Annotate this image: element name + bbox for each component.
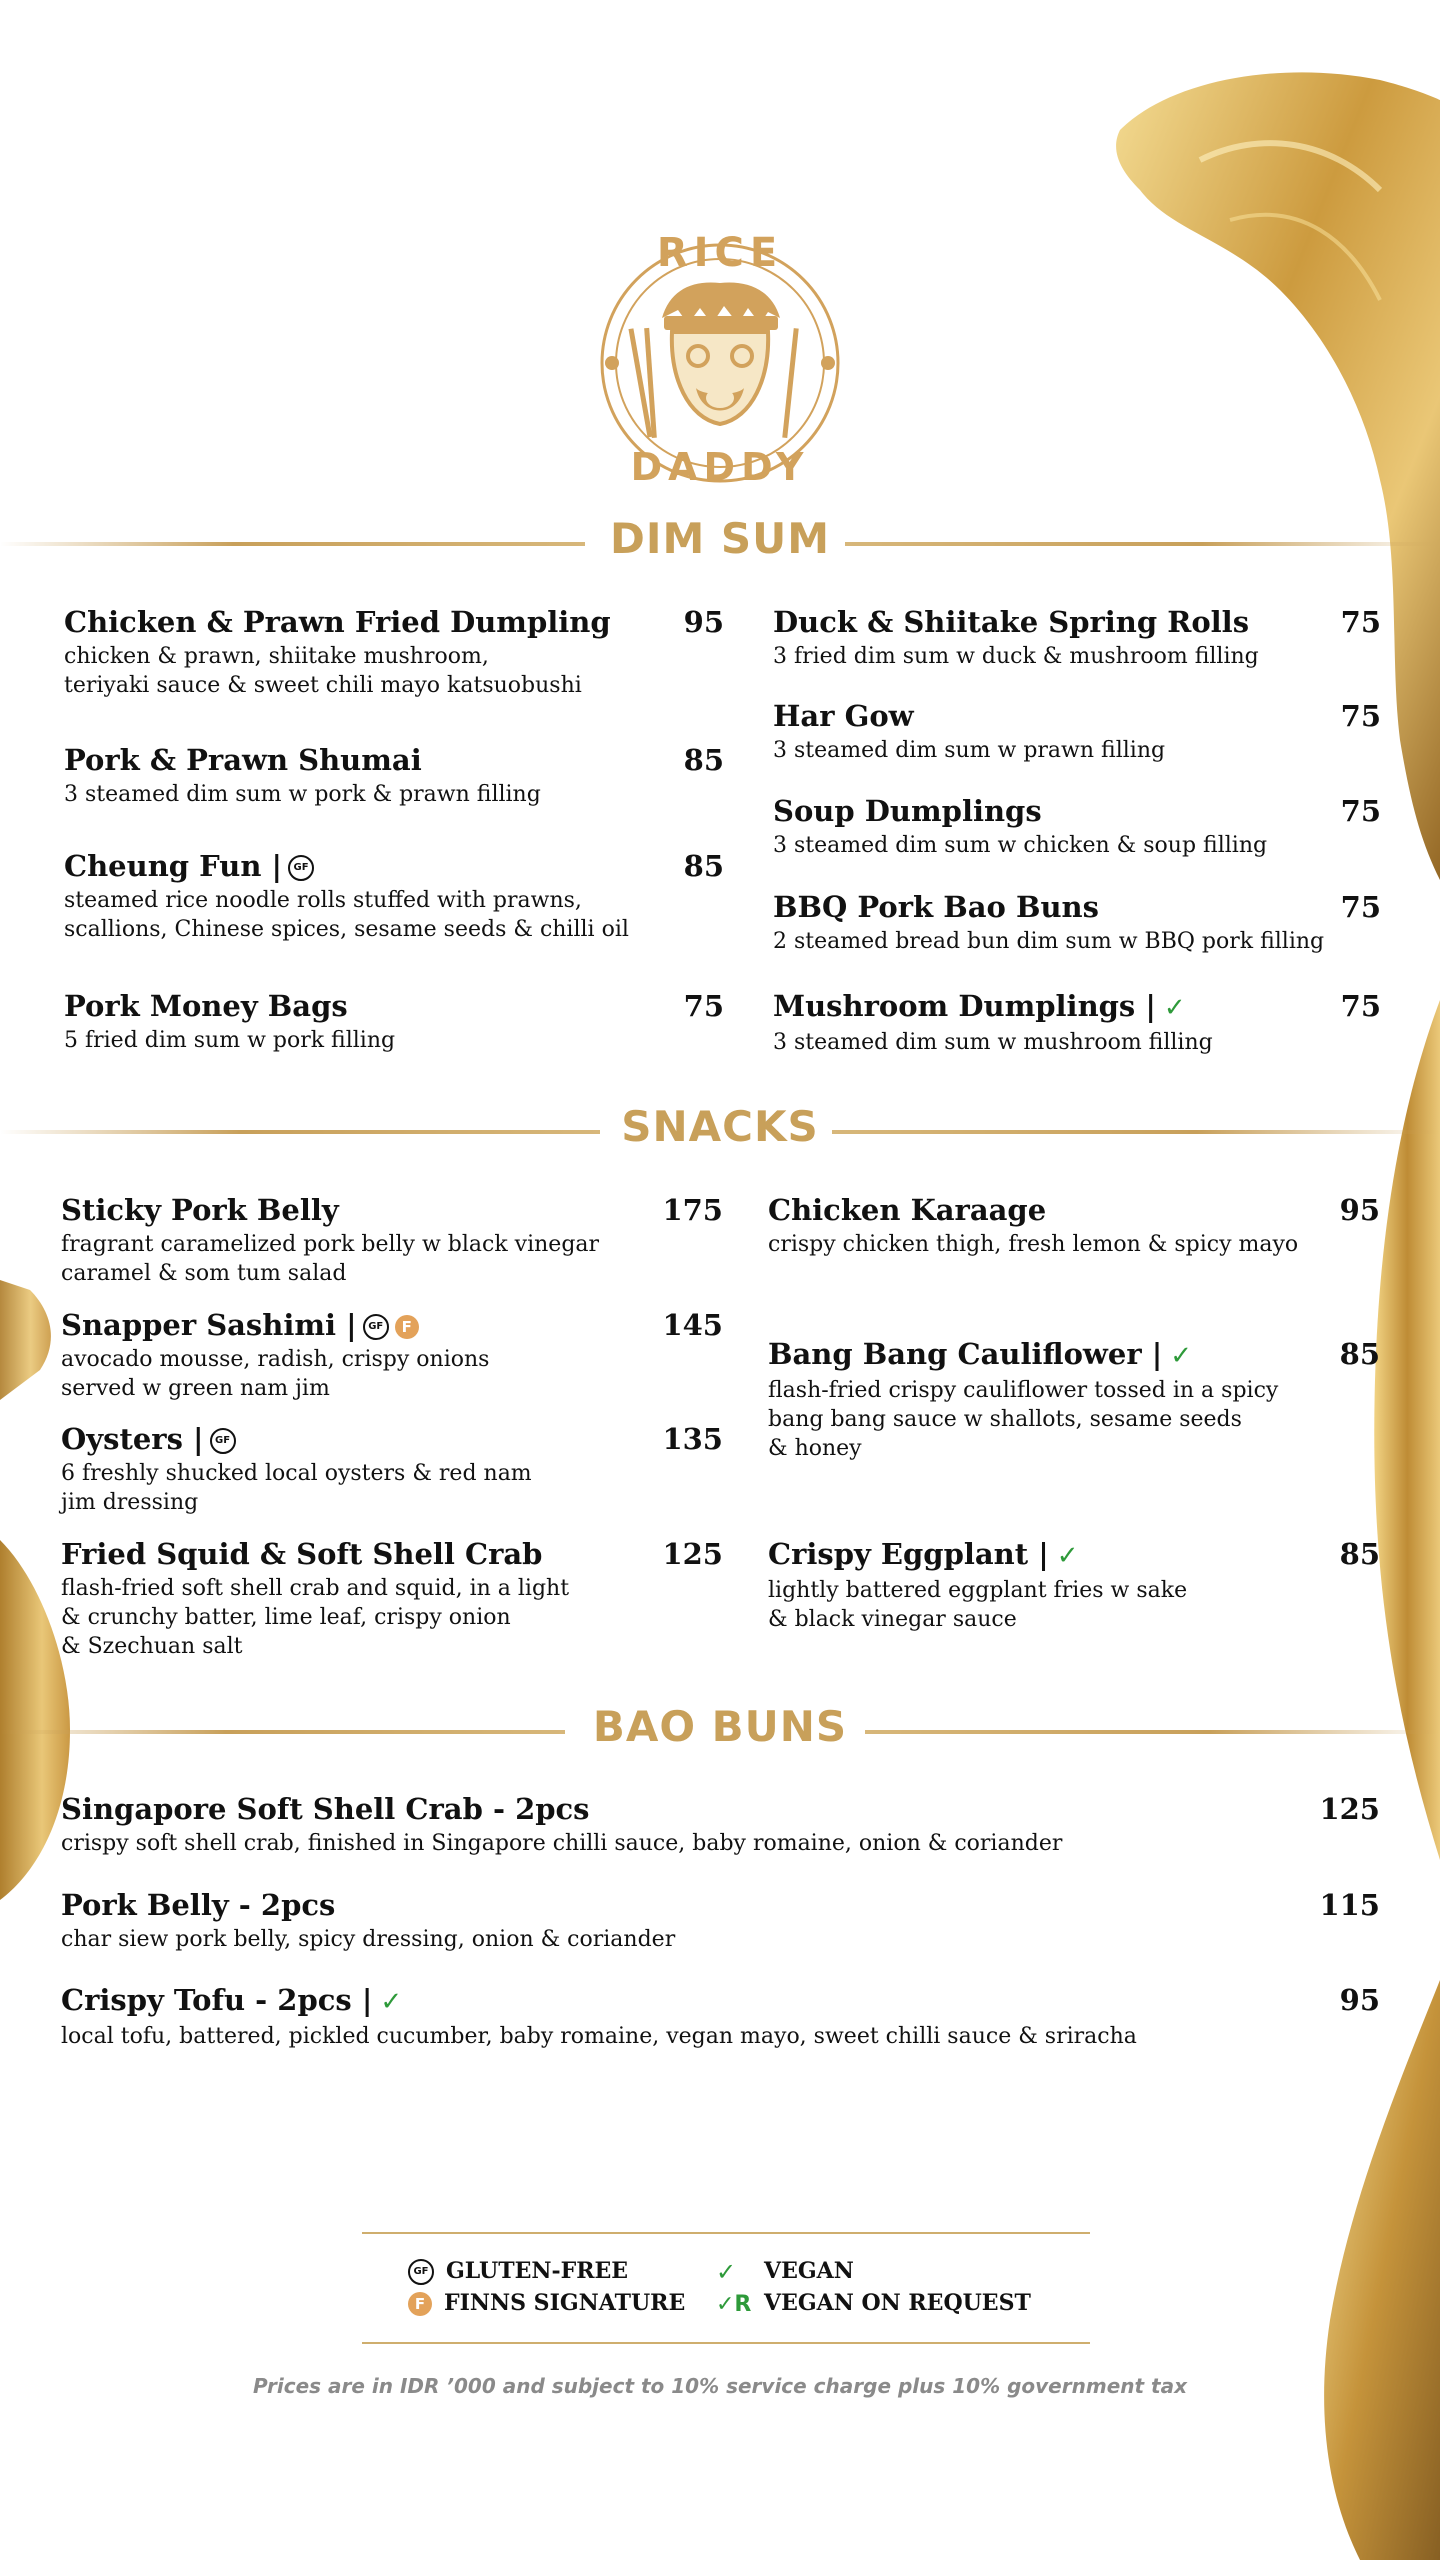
item-name: Pork Money Bags [64, 989, 348, 1023]
logo-text-bottom: DADDY [630, 445, 810, 489]
item-price: 75 [1340, 699, 1381, 733]
vegan-icon: ✓ [1163, 993, 1186, 1023]
menu-item [64, 988, 724, 1055]
item-desc: lightly battered eggplant fries w sake & black vinegar sauce [768, 1578, 1188, 1632]
vegan-on-request-icon: ✓R [716, 2291, 752, 2317]
menu-item [61, 1307, 723, 1403]
menu-item [64, 742, 724, 809]
item-name: Har Gow [773, 699, 914, 733]
item-desc: 6 freshly shucked local oysters & red nam jim dressing [61, 1461, 532, 1515]
item-price: 95 [683, 605, 724, 639]
menu-item [768, 1536, 1380, 1634]
item-desc: local tofu, battered, pickled cucumber, baby romaine, vegan mayo, sweet chilli sauce & sriracha [61, 2024, 1137, 2049]
item-name: Cheung Fun | GF [64, 848, 724, 884]
vegan-icon: ✓ [1170, 1341, 1193, 1371]
menu-item [61, 1192, 723, 1288]
item-price: 95 [1339, 1193, 1380, 1227]
item-desc: 3 steamed dim sum w pork & prawn filling [64, 782, 541, 807]
item-desc: fragrant caramelized pork belly w black vinegar caramel & som tum salad [61, 1232, 600, 1286]
item-name: Singapore Soft Shell Crab - 2pcs [61, 1792, 590, 1826]
divider-right [845, 542, 1440, 546]
item-price: 75 [1340, 794, 1381, 828]
item-price: 125 [662, 1537, 723, 1571]
item-name: Sticky Pork Belly [61, 1193, 339, 1227]
item-desc: 2 steamed bread bun dim sum w BBQ pork filling [773, 929, 1325, 954]
item-desc: 3 fried dim sum w duck & mushroom filling [773, 644, 1259, 669]
menu-item [61, 1791, 1380, 1858]
item-name: Duck & Shiitake Spring Rolls [773, 605, 1250, 639]
item-name: Chicken & Prawn Fried Dumpling [64, 605, 611, 639]
menu-item [61, 1982, 1380, 2051]
section-header-snacks [0, 1102, 1440, 1162]
item-name: Mushroom Dumplings | ✓ [773, 988, 1381, 1026]
logo-text-top: RICE [656, 230, 784, 276]
item-price: 95 [1339, 1983, 1380, 2017]
item-price: 75 [1340, 989, 1381, 1023]
item-price: 85 [683, 849, 724, 883]
item-desc: char siew pork belly, spicy dressing, onion & coriander [61, 1927, 676, 1952]
item-name: Crispy Eggplant | ✓ [768, 1536, 1380, 1574]
price-footnote: Prices are in IDR ’000 and subject to 10% service charge plus 10% government tax [253, 2374, 1187, 2398]
item-price: 75 [1340, 605, 1381, 639]
legend-vegan-on-request: ✓R VEGAN ON REQUEST [716, 2290, 1031, 2317]
legend-divider-top [362, 2232, 1090, 2234]
section-header-bao-buns [0, 1702, 1440, 1762]
item-desc: 5 fried dim sum w pork filling [64, 1028, 396, 1053]
item-price: 115 [1319, 1888, 1380, 1922]
finns-signature-icon: F [395, 1315, 419, 1339]
item-price: 85 [1339, 1537, 1380, 1571]
menu-item [768, 1336, 1380, 1463]
item-price: 175 [662, 1193, 723, 1227]
gluten-free-icon: GF [363, 1314, 389, 1340]
item-price: 125 [1319, 1792, 1380, 1826]
section-title-dim-sum: DIM SUM [609, 514, 831, 563]
item-desc: crispy chicken thigh, fresh lemon & spicy mayo [768, 1232, 1299, 1257]
menu-item [773, 604, 1381, 671]
menu-item [773, 698, 1381, 765]
gluten-free-icon: GF [288, 855, 314, 881]
menu-item [768, 1192, 1380, 1259]
item-desc: crispy soft shell crab, finished in Singapore chilli sauce, baby romaine, onion & coriander [61, 1831, 1063, 1856]
menu-item [61, 1421, 723, 1517]
vegan-icon: ✓ [716, 2258, 737, 2286]
item-name: Chicken Karaage [768, 1193, 1047, 1227]
item-name: Pork Belly - 2pcs [61, 1888, 336, 1922]
divider-right [865, 1730, 1440, 1734]
item-price: 135 [662, 1422, 723, 1456]
item-name: Pork & Prawn Shumai [64, 743, 422, 777]
item-name: Fried Squid & Soft Shell Crab [61, 1537, 543, 1571]
item-name: Bang Bang Cauliflower | ✓ [768, 1336, 1380, 1374]
item-name: Crispy Tofu - 2pcs | ✓ [61, 1982, 1380, 2020]
gluten-free-icon: GF [408, 2259, 434, 2285]
rice-daddy-logo [592, 228, 848, 494]
menu-item [61, 1887, 1380, 1954]
item-desc: steamed rice noodle rolls stuffed with prawns, scallions, Chinese spices, sesame seeds & chilli oil [64, 888, 629, 942]
vegan-icon: ✓ [380, 1987, 403, 2017]
menu-item [773, 988, 1381, 1057]
item-name: Snapper Sashimi | GF F [61, 1307, 723, 1343]
item-name: Oysters | GF [61, 1421, 723, 1457]
gluten-free-icon: GF [210, 1428, 236, 1454]
menu-item [773, 793, 1381, 860]
item-desc: 3 steamed dim sum w chicken & soup filling [773, 833, 1268, 858]
item-desc: flash-fried soft shell crab and squid, in a light & crunchy batter, lime leaf, crispy onion & Szechuan salt [61, 1576, 570, 1659]
item-name: Soup Dumplings [773, 794, 1042, 828]
item-price: 85 [1339, 1337, 1380, 1371]
legend-divider-bottom [362, 2342, 1090, 2344]
item-desc: chicken & prawn, shiitake mushroom, teriyaki sauce & sweet chili mayo katsuobushi [64, 644, 582, 698]
section-title-snacks: SNACKS [621, 1102, 819, 1151]
item-price: 75 [1340, 890, 1381, 924]
finns-signature-icon: F [408, 2292, 432, 2316]
menu-item [64, 604, 724, 700]
legend-gluten-free: GF GLUTEN-FREE [408, 2258, 628, 2285]
item-desc: 3 steamed dim sum w prawn filling [773, 738, 1166, 763]
item-desc: 3 steamed dim sum w mushroom filling [773, 1030, 1213, 1055]
item-name: BBQ Pork Bao Buns [773, 890, 1099, 924]
section-title-bao-buns: BAO BUNS [592, 1702, 848, 1751]
item-price: 75 [683, 989, 724, 1023]
legend-finns-signature: F FINNS SIGNATURE [408, 2290, 685, 2316]
menu-item [64, 848, 724, 944]
divider-right [832, 1130, 1440, 1134]
vegan-icon: ✓ [1056, 1541, 1079, 1571]
menu-item [773, 889, 1381, 956]
section-header-dim-sum [0, 514, 1440, 574]
menu-item [61, 1536, 723, 1661]
gold-paint-bottom-right [1290, 1980, 1440, 2560]
item-price: 145 [662, 1308, 723, 1342]
legend-vegan: ✓ VEGAN [716, 2258, 854, 2286]
item-desc: flash-fried crispy cauliflower tossed in a spicy bang bang sauce w shallots, sesame seeds & honey [768, 1378, 1279, 1461]
item-desc: avocado mousse, radish, crispy onions served w green nam jim [61, 1347, 490, 1401]
item-price: 85 [683, 743, 724, 777]
